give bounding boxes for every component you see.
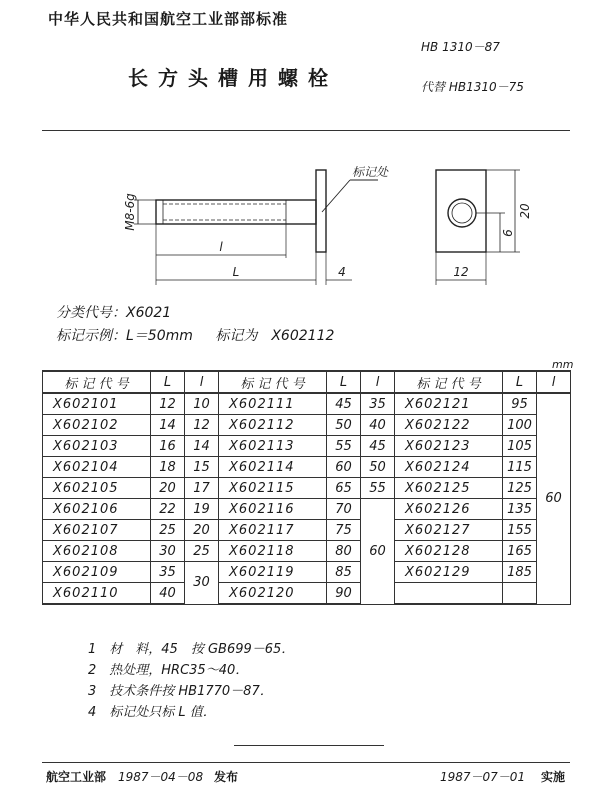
- cell-code: X602116: [219, 499, 327, 520]
- cell-code: X602112: [219, 415, 327, 436]
- cell-code: X602124: [395, 457, 503, 478]
- table-row: [43, 583, 571, 605]
- cell-code: X602109: [43, 562, 151, 583]
- cell-code: X602122: [395, 415, 503, 436]
- document-title: 长方头槽用螺栓: [128, 66, 338, 90]
- cell-L: 45: [327, 393, 361, 415]
- cell-l: 17: [185, 478, 219, 499]
- cell-L: 14: [151, 415, 185, 436]
- cell-L: 95: [503, 393, 537, 415]
- table-row: [43, 499, 571, 520]
- cell-L: 12: [151, 393, 185, 415]
- table-row: [43, 520, 571, 541]
- cell-L: 20: [151, 478, 185, 499]
- footer-issue-date: 1987－04－08: [118, 770, 204, 784]
- dim-offset-label: 6: [501, 229, 515, 237]
- cell-l: 45: [361, 436, 395, 457]
- cell-l: 40: [361, 415, 395, 436]
- cell-code: X602115: [219, 478, 327, 499]
- standard-number: HB 1310－87: [421, 40, 500, 54]
- cell-code: X602114: [219, 457, 327, 478]
- footer-implement: 实施: [541, 770, 566, 784]
- mark-area-label: 标记处: [352, 165, 389, 179]
- cell-L: 90: [327, 583, 361, 605]
- cell-code: X602103: [43, 436, 151, 457]
- cell-L: 85: [327, 562, 361, 583]
- cell-code: X602110: [43, 583, 151, 605]
- cell-code: X602102: [43, 415, 151, 436]
- marking-example-prefix: 标记示例：L＝50mm: [56, 328, 193, 344]
- cell-L: 65: [327, 478, 361, 499]
- cell-l: 10: [185, 393, 219, 415]
- technical-notes: [88, 638, 294, 722]
- footer-implementation-date: 1987－07－01: [440, 770, 526, 784]
- cell-code: X602129: [395, 562, 503, 583]
- cell-L: 40: [151, 583, 185, 605]
- note-material: 1 材 料，45 按 GB699－65．: [88, 642, 295, 657]
- note-marking: 4 标记处只标 L 值．: [88, 705, 216, 720]
- cell-L: 25: [151, 520, 185, 541]
- table-row: [43, 457, 571, 478]
- cell-L: 135: [503, 499, 537, 520]
- header-rule: [42, 130, 570, 131]
- cell-code: X602113: [219, 436, 327, 457]
- cell-l: 55: [361, 478, 395, 499]
- marking-example: [56, 325, 334, 345]
- header-l: l: [185, 371, 219, 393]
- cell-L: 70: [327, 499, 361, 520]
- header-code: 标 记 代 号: [395, 371, 503, 393]
- cell-L: 30: [151, 541, 185, 562]
- cell-L: 165: [503, 541, 537, 562]
- cell-L: 35: [151, 562, 185, 583]
- cell-L: 105: [503, 436, 537, 457]
- bolt-drawing: [0, 140, 600, 300]
- table-row: [43, 393, 571, 415]
- header-l: l: [537, 371, 571, 393]
- table-row: [43, 478, 571, 499]
- cell-L: 155: [503, 520, 537, 541]
- cell-l: 19: [185, 499, 219, 520]
- cell-l: 25: [185, 541, 219, 562]
- footer-rule: [42, 762, 570, 763]
- cell-L: 100: [503, 415, 537, 436]
- header-l: l: [361, 371, 395, 393]
- cell-l-shared: 30: [185, 562, 219, 605]
- note-technical-conditions: 3 技术条件按 HB1770－87．: [88, 684, 273, 699]
- header-L: L: [327, 371, 361, 393]
- cell-code: X602117: [219, 520, 327, 541]
- cell-code: X602123: [395, 436, 503, 457]
- cell-l: 15: [185, 457, 219, 478]
- cell-L: 16: [151, 436, 185, 457]
- table-row: [43, 436, 571, 457]
- bolt-head-outline: [316, 170, 326, 252]
- dim-height-label: 20: [518, 203, 532, 219]
- dim-head-label: 4: [338, 265, 346, 279]
- thread-label: M8-6g: [123, 193, 137, 231]
- cell-L: 80: [327, 541, 361, 562]
- marking-example-code: 标记为 X602112: [215, 328, 335, 344]
- cell-code: X602121: [395, 393, 503, 415]
- cell-l: 12: [185, 415, 219, 436]
- footer-publish: 发布: [214, 770, 239, 784]
- cell-L: 60: [327, 457, 361, 478]
- cell-code: X602111: [219, 393, 327, 415]
- classification-code: 分类代号：X6021: [56, 305, 172, 321]
- cell-l: 35: [361, 393, 395, 415]
- cell-code: X602108: [43, 541, 151, 562]
- cell-L: 55: [327, 436, 361, 457]
- cell-L: [503, 583, 537, 605]
- cell-code: X602118: [219, 541, 327, 562]
- cell-code: X602119: [219, 562, 327, 583]
- organization-title: 中华人民共和国航空工业部部标准: [48, 10, 289, 28]
- header-code: 标 记 代 号: [43, 371, 151, 393]
- header-L: L: [151, 371, 185, 393]
- cell-code: X602128: [395, 541, 503, 562]
- cell-code: X602126: [395, 499, 503, 520]
- cell-l: 50: [361, 457, 395, 478]
- cell-L: 75: [327, 520, 361, 541]
- footer-issuer: 航空工业部: [46, 770, 107, 784]
- cell-L: 115: [503, 457, 537, 478]
- cell-code: X602107: [43, 520, 151, 541]
- cell-l: 14: [185, 436, 219, 457]
- cell-code: X602106: [43, 499, 151, 520]
- unit-label: mm: [552, 358, 574, 371]
- dim-l-label: l: [219, 240, 223, 254]
- table-row: [43, 562, 571, 583]
- cell-l: 20: [185, 520, 219, 541]
- cell-l-shared: 60: [537, 393, 571, 604]
- cell-code: X602127: [395, 520, 503, 541]
- table-row: [43, 415, 571, 436]
- replaces-standard: 代替 HB1310－75: [421, 80, 524, 94]
- header-code: 标 记 代 号: [219, 371, 327, 393]
- dim-L-label: L: [232, 265, 240, 279]
- cell-code: X602125: [395, 478, 503, 499]
- cell-L: 50: [327, 415, 361, 436]
- cell-code: X602105: [43, 478, 151, 499]
- cell-L: 185: [503, 562, 537, 583]
- end-rule: [234, 745, 384, 746]
- header-L: L: [503, 371, 537, 393]
- cell-L: 22: [151, 499, 185, 520]
- table-header-row: [43, 371, 571, 393]
- cell-code: [395, 583, 503, 605]
- dim-width-label: 12: [453, 265, 469, 279]
- cell-L: 18: [151, 457, 185, 478]
- bolt-side-view-outline: [436, 170, 486, 252]
- dimension-table: [42, 370, 571, 605]
- table-row: [43, 541, 571, 562]
- cell-code: X602120: [219, 583, 327, 605]
- cell-code: X602104: [43, 457, 151, 478]
- cell-code: X602101: [43, 393, 151, 415]
- cell-l-shared: 60: [361, 499, 395, 605]
- cell-L: 125: [503, 478, 537, 499]
- note-heat-treatment: 2 热处理，HRC35～40．: [88, 663, 249, 678]
